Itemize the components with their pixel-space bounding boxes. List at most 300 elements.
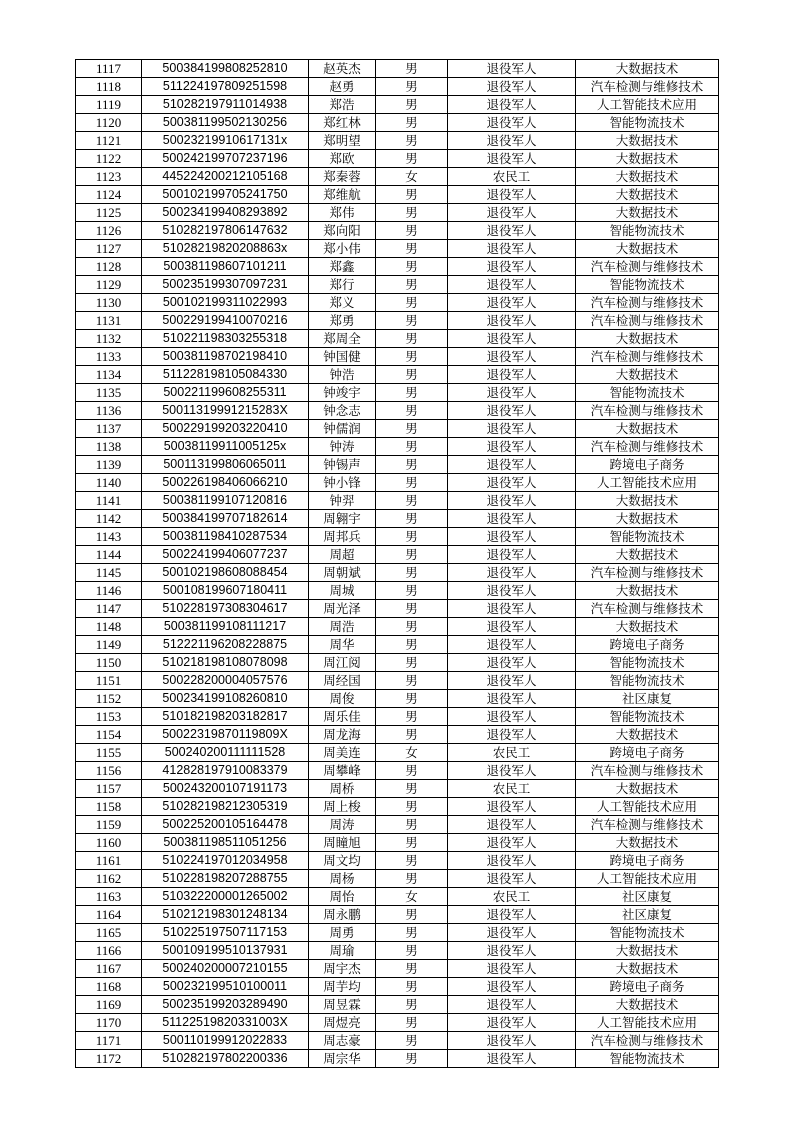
major-cell: 大数据技术 bbox=[576, 330, 719, 348]
gender-cell: 女 bbox=[376, 744, 448, 762]
gender-cell: 男 bbox=[376, 600, 448, 618]
id-number-cell: 500224199406077237 bbox=[142, 546, 309, 564]
row-number-cell: 1127 bbox=[76, 240, 142, 258]
row-number-cell: 1138 bbox=[76, 438, 142, 456]
category-cell: 退役军人 bbox=[448, 600, 576, 618]
major-cell: 跨境电子商务 bbox=[576, 744, 719, 762]
person-name-cell: 郑秦蓉 bbox=[309, 168, 376, 186]
major-cell: 智能物流技术 bbox=[576, 708, 719, 726]
id-number-cell: 500110199912022833 bbox=[142, 1032, 309, 1050]
gender-cell: 男 bbox=[376, 1050, 448, 1068]
gender-cell: 男 bbox=[376, 78, 448, 96]
gender-cell: 男 bbox=[376, 978, 448, 996]
gender-cell: 男 bbox=[376, 186, 448, 204]
gender-cell: 男 bbox=[376, 276, 448, 294]
id-number-cell: 500102199705241750 bbox=[142, 186, 309, 204]
gender-cell: 男 bbox=[376, 438, 448, 456]
person-name-cell: 周朝斌 bbox=[309, 564, 376, 582]
table-row bbox=[76, 60, 719, 78]
major-cell: 人工智能技术应用 bbox=[576, 798, 719, 816]
person-name-cell: 周永鹏 bbox=[309, 906, 376, 924]
category-cell: 退役军人 bbox=[448, 420, 576, 438]
person-name-cell: 周上梭 bbox=[309, 798, 376, 816]
table-row bbox=[76, 816, 719, 834]
table-row bbox=[76, 618, 719, 636]
gender-cell: 男 bbox=[376, 258, 448, 276]
row-number-cell: 1122 bbox=[76, 150, 142, 168]
row-number-cell: 1159 bbox=[76, 816, 142, 834]
major-cell: 智能物流技术 bbox=[576, 114, 719, 132]
person-name-cell: 钟国健 bbox=[309, 348, 376, 366]
person-name-cell: 周瞳旭 bbox=[309, 834, 376, 852]
category-cell: 农民工 bbox=[448, 744, 576, 762]
id-number-cell: 500240200007210155 bbox=[142, 960, 309, 978]
table-row bbox=[76, 1050, 719, 1068]
table-row bbox=[76, 546, 719, 564]
row-number-cell: 1149 bbox=[76, 636, 142, 654]
person-name-cell: 周浩 bbox=[309, 618, 376, 636]
major-cell: 汽车检测与维修技术 bbox=[576, 78, 719, 96]
category-cell: 退役军人 bbox=[448, 528, 576, 546]
category-cell: 退役军人 bbox=[448, 726, 576, 744]
gender-cell: 男 bbox=[376, 762, 448, 780]
gender-cell: 男 bbox=[376, 960, 448, 978]
id-number-cell: 500108199607180411 bbox=[142, 582, 309, 600]
person-name-cell: 赵英杰 bbox=[309, 60, 376, 78]
person-name-cell: 赵勇 bbox=[309, 78, 376, 96]
row-number-cell: 1153 bbox=[76, 708, 142, 726]
table-row bbox=[76, 888, 719, 906]
major-cell: 大数据技术 bbox=[576, 960, 719, 978]
table-row bbox=[76, 996, 719, 1014]
major-cell: 汽车检测与维修技术 bbox=[576, 438, 719, 456]
person-name-cell: 郑勇 bbox=[309, 312, 376, 330]
person-name-cell: 周邦兵 bbox=[309, 528, 376, 546]
gender-cell: 男 bbox=[376, 384, 448, 402]
row-number-cell: 1146 bbox=[76, 582, 142, 600]
person-name-cell: 周宗华 bbox=[309, 1050, 376, 1068]
id-number-cell: 500235199307097231 bbox=[142, 276, 309, 294]
row-number-cell: 1172 bbox=[76, 1050, 142, 1068]
person-name-cell: 郑向阳 bbox=[309, 222, 376, 240]
row-number-cell: 1142 bbox=[76, 510, 142, 528]
table-row bbox=[76, 744, 719, 762]
gender-cell: 男 bbox=[376, 690, 448, 708]
table-row bbox=[76, 168, 719, 186]
row-number-cell: 1119 bbox=[76, 96, 142, 114]
major-cell: 智能物流技术 bbox=[576, 654, 719, 672]
category-cell: 退役军人 bbox=[448, 978, 576, 996]
id-number-cell: 50022319870119809X bbox=[142, 726, 309, 744]
major-cell: 大数据技术 bbox=[576, 726, 719, 744]
table-row bbox=[76, 798, 719, 816]
id-number-cell: 510225197507117153 bbox=[142, 924, 309, 942]
category-cell: 退役军人 bbox=[448, 924, 576, 942]
table-row bbox=[76, 402, 719, 420]
major-cell: 智能物流技术 bbox=[576, 1050, 719, 1068]
row-number-cell: 1131 bbox=[76, 312, 142, 330]
table-row bbox=[76, 600, 719, 618]
id-number-cell: 510182198203182817 bbox=[142, 708, 309, 726]
table-row bbox=[76, 942, 719, 960]
gender-cell: 男 bbox=[376, 834, 448, 852]
person-name-cell: 郑行 bbox=[309, 276, 376, 294]
person-name-cell: 周芋均 bbox=[309, 978, 376, 996]
id-number-cell: 500228200004057576 bbox=[142, 672, 309, 690]
major-cell: 汽车检测与维修技术 bbox=[576, 312, 719, 330]
person-name-cell: 钟羿 bbox=[309, 492, 376, 510]
table-row bbox=[76, 204, 719, 222]
gender-cell: 男 bbox=[376, 654, 448, 672]
id-number-cell: 500381198511051256 bbox=[142, 834, 309, 852]
id-number-cell: 510218198108078098 bbox=[142, 654, 309, 672]
table-row bbox=[76, 924, 719, 942]
person-name-cell: 周俊 bbox=[309, 690, 376, 708]
gender-cell: 女 bbox=[376, 888, 448, 906]
major-cell: 社区康复 bbox=[576, 690, 719, 708]
person-name-cell: 周宇杰 bbox=[309, 960, 376, 978]
id-number-cell: 500381199502130256 bbox=[142, 114, 309, 132]
category-cell: 退役军人 bbox=[448, 60, 576, 78]
major-cell: 汽车检测与维修技术 bbox=[576, 294, 719, 312]
category-cell: 退役军人 bbox=[448, 1014, 576, 1032]
id-number-cell: 510282197911014938 bbox=[142, 96, 309, 114]
row-number-cell: 1168 bbox=[76, 978, 142, 996]
gender-cell: 男 bbox=[376, 510, 448, 528]
person-name-cell: 周涛 bbox=[309, 816, 376, 834]
row-number-cell: 1132 bbox=[76, 330, 142, 348]
category-cell: 退役军人 bbox=[448, 330, 576, 348]
table-row bbox=[76, 114, 719, 132]
person-name-cell: 郑周全 bbox=[309, 330, 376, 348]
id-number-cell: 510212198301248134 bbox=[142, 906, 309, 924]
id-number-cell: 500113199806065011 bbox=[142, 456, 309, 474]
gender-cell: 男 bbox=[376, 420, 448, 438]
id-number-cell: 500384199707182614 bbox=[142, 510, 309, 528]
category-cell: 退役军人 bbox=[448, 474, 576, 492]
table-row bbox=[76, 186, 719, 204]
category-cell: 退役军人 bbox=[448, 384, 576, 402]
row-number-cell: 1135 bbox=[76, 384, 142, 402]
category-cell: 退役军人 bbox=[448, 258, 576, 276]
category-cell: 退役军人 bbox=[448, 942, 576, 960]
gender-cell: 男 bbox=[376, 1014, 448, 1032]
category-cell: 退役军人 bbox=[448, 636, 576, 654]
row-number-cell: 1144 bbox=[76, 546, 142, 564]
major-cell: 大数据技术 bbox=[576, 132, 719, 150]
id-number-cell: 500229199410070216 bbox=[142, 312, 309, 330]
person-name-cell: 周桥 bbox=[309, 780, 376, 798]
gender-cell: 男 bbox=[376, 474, 448, 492]
person-name-cell: 郑维航 bbox=[309, 186, 376, 204]
major-cell: 大数据技术 bbox=[576, 186, 719, 204]
person-name-cell: 郑浩 bbox=[309, 96, 376, 114]
person-name-cell: 周瑜 bbox=[309, 942, 376, 960]
person-name-cell: 钟儒润 bbox=[309, 420, 376, 438]
major-cell: 跨境电子商务 bbox=[576, 456, 719, 474]
id-number-cell: 500384199808252810 bbox=[142, 60, 309, 78]
category-cell: 退役军人 bbox=[448, 1050, 576, 1068]
category-cell: 退役军人 bbox=[448, 186, 576, 204]
gender-cell: 男 bbox=[376, 636, 448, 654]
gender-cell: 男 bbox=[376, 294, 448, 312]
category-cell: 退役军人 bbox=[448, 852, 576, 870]
row-number-cell: 1129 bbox=[76, 276, 142, 294]
gender-cell: 男 bbox=[376, 708, 448, 726]
category-cell: 退役军人 bbox=[448, 798, 576, 816]
category-cell: 退役军人 bbox=[448, 456, 576, 474]
id-number-cell: 500242199707237196 bbox=[142, 150, 309, 168]
person-name-cell: 钟小锋 bbox=[309, 474, 376, 492]
gender-cell: 男 bbox=[376, 852, 448, 870]
major-cell: 社区康复 bbox=[576, 906, 719, 924]
person-name-cell: 郑义 bbox=[309, 294, 376, 312]
major-cell: 跨境电子商务 bbox=[576, 978, 719, 996]
row-number-cell: 1128 bbox=[76, 258, 142, 276]
table-row bbox=[76, 780, 719, 798]
table-row bbox=[76, 312, 719, 330]
major-cell: 大数据技术 bbox=[576, 492, 719, 510]
gender-cell: 男 bbox=[376, 726, 448, 744]
table-row bbox=[76, 690, 719, 708]
person-name-cell: 周乐佳 bbox=[309, 708, 376, 726]
major-cell: 汽车检测与维修技术 bbox=[576, 816, 719, 834]
id-number-cell: 500234199108260810 bbox=[142, 690, 309, 708]
row-number-cell: 1136 bbox=[76, 402, 142, 420]
table-row bbox=[76, 564, 719, 582]
major-cell: 智能物流技术 bbox=[576, 672, 719, 690]
major-cell: 汽车检测与维修技术 bbox=[576, 402, 719, 420]
category-cell: 农民工 bbox=[448, 168, 576, 186]
row-number-cell: 1167 bbox=[76, 960, 142, 978]
row-number-cell: 1152 bbox=[76, 690, 142, 708]
gender-cell: 男 bbox=[376, 222, 448, 240]
table-row bbox=[76, 258, 719, 276]
table-row bbox=[76, 222, 719, 240]
category-cell: 退役军人 bbox=[448, 618, 576, 636]
row-number-cell: 1145 bbox=[76, 564, 142, 582]
category-cell: 退役军人 bbox=[448, 132, 576, 150]
table-row bbox=[76, 78, 719, 96]
category-cell: 退役军人 bbox=[448, 438, 576, 456]
major-cell: 汽车检测与维修技术 bbox=[576, 258, 719, 276]
gender-cell: 女 bbox=[376, 168, 448, 186]
major-cell: 大数据技术 bbox=[576, 366, 719, 384]
gender-cell: 男 bbox=[376, 348, 448, 366]
major-cell: 大数据技术 bbox=[576, 240, 719, 258]
row-number-cell: 1155 bbox=[76, 744, 142, 762]
id-number-cell: 500381198702198410 bbox=[142, 348, 309, 366]
person-name-cell: 郑欧 bbox=[309, 150, 376, 168]
category-cell: 退役军人 bbox=[448, 96, 576, 114]
major-cell: 大数据技术 bbox=[576, 780, 719, 798]
gender-cell: 男 bbox=[376, 312, 448, 330]
major-cell: 人工智能技术应用 bbox=[576, 870, 719, 888]
id-number-cell: 500381199107120816 bbox=[142, 492, 309, 510]
table-row bbox=[76, 438, 719, 456]
table-row bbox=[76, 852, 719, 870]
id-number-cell: 500232199510100011 bbox=[142, 978, 309, 996]
gender-cell: 男 bbox=[376, 456, 448, 474]
person-name-cell: 郑红林 bbox=[309, 114, 376, 132]
person-name-cell: 钟锡声 bbox=[309, 456, 376, 474]
person-name-cell: 郑明望 bbox=[309, 132, 376, 150]
table-row bbox=[76, 366, 719, 384]
row-number-cell: 1163 bbox=[76, 888, 142, 906]
row-number-cell: 1137 bbox=[76, 420, 142, 438]
row-number-cell: 1118 bbox=[76, 78, 142, 96]
row-number-cell: 1156 bbox=[76, 762, 142, 780]
table-row bbox=[76, 510, 719, 528]
id-number-cell: 500102199311022993 bbox=[142, 294, 309, 312]
gender-cell: 男 bbox=[376, 114, 448, 132]
category-cell: 退役军人 bbox=[448, 906, 576, 924]
category-cell: 退役军人 bbox=[448, 78, 576, 96]
row-number-cell: 1148 bbox=[76, 618, 142, 636]
major-cell: 大数据技术 bbox=[576, 834, 719, 852]
gender-cell: 男 bbox=[376, 906, 448, 924]
person-name-cell: 周美连 bbox=[309, 744, 376, 762]
person-name-cell: 钟竣宇 bbox=[309, 384, 376, 402]
gender-cell: 男 bbox=[376, 564, 448, 582]
table-row bbox=[76, 384, 719, 402]
person-name-cell: 郑伟 bbox=[309, 204, 376, 222]
gender-cell: 男 bbox=[376, 240, 448, 258]
major-cell: 智能物流技术 bbox=[576, 924, 719, 942]
category-cell: 退役军人 bbox=[448, 870, 576, 888]
roster-table bbox=[75, 59, 719, 1068]
id-number-cell: 500221199608255311 bbox=[142, 384, 309, 402]
category-cell: 退役军人 bbox=[448, 366, 576, 384]
id-number-cell: 511224197809251598 bbox=[142, 78, 309, 96]
category-cell: 退役军人 bbox=[448, 114, 576, 132]
category-cell: 退役军人 bbox=[448, 204, 576, 222]
gender-cell: 男 bbox=[376, 870, 448, 888]
roster-table-body bbox=[76, 60, 719, 1068]
gender-cell: 男 bbox=[376, 780, 448, 798]
major-cell: 大数据技术 bbox=[576, 60, 719, 78]
id-number-cell: 510282197802200336 bbox=[142, 1050, 309, 1068]
gender-cell: 男 bbox=[376, 798, 448, 816]
gender-cell: 男 bbox=[376, 330, 448, 348]
table-row bbox=[76, 654, 719, 672]
person-name-cell: 周江阅 bbox=[309, 654, 376, 672]
id-number-cell: 445224200212105168 bbox=[142, 168, 309, 186]
row-number-cell: 1161 bbox=[76, 852, 142, 870]
gender-cell: 男 bbox=[376, 618, 448, 636]
row-number-cell: 1141 bbox=[76, 492, 142, 510]
category-cell: 退役军人 bbox=[448, 996, 576, 1014]
row-number-cell: 1154 bbox=[76, 726, 142, 744]
row-number-cell: 1123 bbox=[76, 168, 142, 186]
category-cell: 农民工 bbox=[448, 888, 576, 906]
person-name-cell: 郑小伟 bbox=[309, 240, 376, 258]
row-number-cell: 1151 bbox=[76, 672, 142, 690]
major-cell: 跨境电子商务 bbox=[576, 636, 719, 654]
gender-cell: 男 bbox=[376, 582, 448, 600]
major-cell: 汽车检测与维修技术 bbox=[576, 600, 719, 618]
id-number-cell: 50023219910617131x bbox=[142, 132, 309, 150]
table-row bbox=[76, 276, 719, 294]
table-row bbox=[76, 474, 719, 492]
table-row bbox=[76, 1014, 719, 1032]
category-cell: 退役军人 bbox=[448, 834, 576, 852]
row-number-cell: 1126 bbox=[76, 222, 142, 240]
row-number-cell: 1157 bbox=[76, 780, 142, 798]
major-cell: 智能物流技术 bbox=[576, 384, 719, 402]
person-name-cell: 周华 bbox=[309, 636, 376, 654]
table-row bbox=[76, 150, 719, 168]
major-cell: 大数据技术 bbox=[576, 582, 719, 600]
id-number-cell: 500243200107191173 bbox=[142, 780, 309, 798]
table-row bbox=[76, 420, 719, 438]
id-number-cell: 510322200001265002 bbox=[142, 888, 309, 906]
table-row bbox=[76, 492, 719, 510]
row-number-cell: 1147 bbox=[76, 600, 142, 618]
id-number-cell: 412828197910083379 bbox=[142, 762, 309, 780]
person-name-cell: 周经国 bbox=[309, 672, 376, 690]
person-name-cell: 周光泽 bbox=[309, 600, 376, 618]
major-cell: 智能物流技术 bbox=[576, 222, 719, 240]
table-row bbox=[76, 906, 719, 924]
table-row bbox=[76, 1032, 719, 1050]
id-number-cell: 500381198410287534 bbox=[142, 528, 309, 546]
category-cell: 退役军人 bbox=[448, 708, 576, 726]
id-number-cell: 500381199108111217 bbox=[142, 618, 309, 636]
id-number-cell: 500229199203220410 bbox=[142, 420, 309, 438]
person-name-cell: 钟念志 bbox=[309, 402, 376, 420]
person-name-cell: 周龙海 bbox=[309, 726, 376, 744]
category-cell: 退役军人 bbox=[448, 762, 576, 780]
id-number-cell: 512221196208228875 bbox=[142, 636, 309, 654]
row-number-cell: 1139 bbox=[76, 456, 142, 474]
table-row bbox=[76, 582, 719, 600]
table-row bbox=[76, 870, 719, 888]
gender-cell: 男 bbox=[376, 132, 448, 150]
row-number-cell: 1166 bbox=[76, 942, 142, 960]
major-cell: 跨境电子商务 bbox=[576, 852, 719, 870]
major-cell: 大数据技术 bbox=[576, 942, 719, 960]
id-number-cell: 500102198608088454 bbox=[142, 564, 309, 582]
id-number-cell: 500381198607101211 bbox=[142, 258, 309, 276]
category-cell: 退役军人 bbox=[448, 510, 576, 528]
category-cell: 退役军人 bbox=[448, 690, 576, 708]
table-row bbox=[76, 330, 719, 348]
person-name-cell: 周怡 bbox=[309, 888, 376, 906]
person-name-cell: 钟涛 bbox=[309, 438, 376, 456]
id-number-cell: 511228198105084330 bbox=[142, 366, 309, 384]
gender-cell: 男 bbox=[376, 96, 448, 114]
person-name-cell: 郑鑫 bbox=[309, 258, 376, 276]
category-cell: 退役军人 bbox=[448, 222, 576, 240]
row-number-cell: 1150 bbox=[76, 654, 142, 672]
category-cell: 退役军人 bbox=[448, 240, 576, 258]
major-cell: 智能物流技术 bbox=[576, 528, 719, 546]
person-name-cell: 周城 bbox=[309, 582, 376, 600]
table-row bbox=[76, 960, 719, 978]
gender-cell: 男 bbox=[376, 996, 448, 1014]
id-number-cell: 500235199203289490 bbox=[142, 996, 309, 1014]
table-row bbox=[76, 834, 719, 852]
gender-cell: 男 bbox=[376, 924, 448, 942]
table-row bbox=[76, 528, 719, 546]
category-cell: 退役军人 bbox=[448, 348, 576, 366]
category-cell: 退役军人 bbox=[448, 402, 576, 420]
category-cell: 退役军人 bbox=[448, 654, 576, 672]
gender-cell: 男 bbox=[376, 816, 448, 834]
category-cell: 退役军人 bbox=[448, 546, 576, 564]
row-number-cell: 1120 bbox=[76, 114, 142, 132]
